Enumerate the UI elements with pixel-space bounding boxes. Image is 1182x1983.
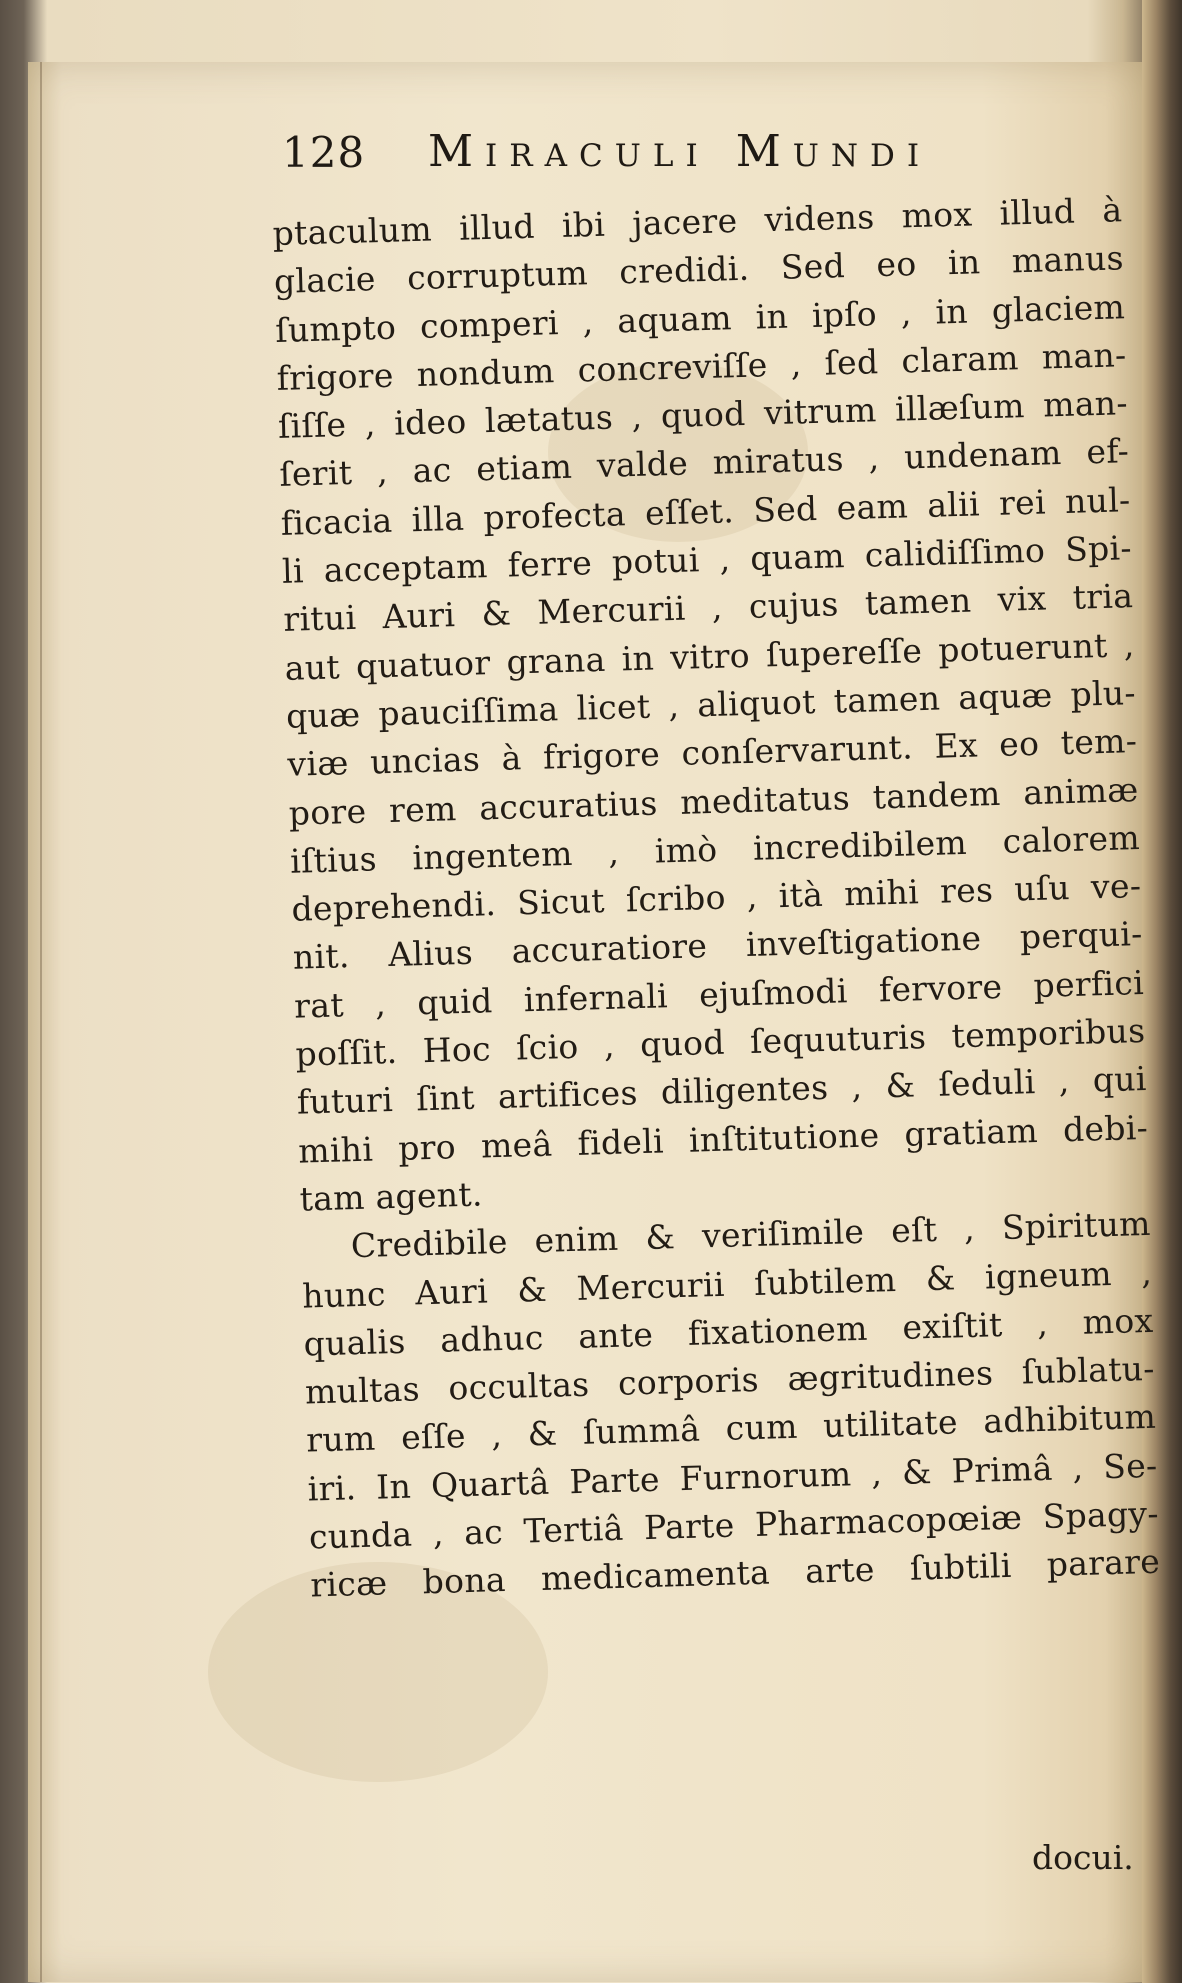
text-line: ritui Auri & Mercurii , cujus tamen vix tria [282, 576, 1134, 640]
text-line: quæ pauciſſima licet , aliquot tamen aquæ plu- [285, 673, 1137, 736]
text-line: cunda , ac Tertiâ Parte Pharmacopœiæ Spagy- [308, 1493, 1160, 1557]
text-line: multas occultas corporis ægritudines ſublatu- [304, 1348, 1156, 1412]
text-line: glacie corruptum credidi. Sed eo in manus [273, 238, 1125, 302]
book-gutter [1142, 0, 1182, 1983]
text-line: iri. In Quartâ Parte Furnorum , & Primâ , Se- [307, 1445, 1158, 1509]
text-line: aut quatuor grana in vitro ſupereſſe potuerunt , [284, 624, 1136, 688]
text-line: Credibile enim & veriſimile eſt , Spiritum [350, 1204, 1152, 1266]
text-line: hunc Auri & Mercurii ſubtilem & igneum , [301, 1252, 1153, 1316]
text-line: iſtius ingentem , imò incredibilem calorem [289, 817, 1141, 881]
text-line: ficacia illa profecta eſſet. Sed eam alii rei nul- [280, 479, 1131, 543]
text-line: ricæ bona medicamenta arte ſubtili parare [309, 1542, 1161, 1605]
text-line: nit. Alius accuratiore inveſtigatione perqui- [292, 914, 1144, 978]
text-line: ſumpto comperi , aquam in ipſo , in glaciem [274, 286, 1126, 350]
text-line: rum eſſe , & ſummâ cum utilitate adhibitum [305, 1397, 1157, 1460]
body-text [272, 186, 1161, 1610]
text-line: pore rem accuratius meditatus tandem animæ [288, 769, 1140, 833]
text-line: poſſit. Hoc ſcio , quod ſequuturis temporibus [295, 1010, 1146, 1074]
page-number: 128 [282, 128, 366, 177]
text-line: ſiſſe , ideo lætatus , quod vitrum illæſum man- [277, 383, 1129, 447]
text-line: mihi pro meâ fideli inſtitutione gratiam debi- [297, 1107, 1149, 1171]
text-line: qualis adhuc ante fixationem exiſtit , mox [303, 1300, 1154, 1364]
text-line: deprehendi. Sicut ſcribo , ità mihi res uſu ve- [290, 866, 1142, 929]
text-line: futuri ſint artifices diligentes , & ſeduli , qui [296, 1059, 1148, 1122]
text-line: ptaculum illud ibi jacere videns mox illud à [272, 190, 1123, 253]
running-head: Miraculi Mundi [428, 126, 932, 177]
text-line: ſerit , ac etiam valde miratus , undenam ef- [278, 431, 1130, 495]
page-edge [40, 62, 42, 1982]
catchword: docui. [1032, 1838, 1134, 1877]
text-line: tam agent. [299, 1174, 484, 1219]
text-line: frigore nondum concreviſſe , ſed claram man- [276, 335, 1127, 398]
text-line: li acceptam ferre potui , quam calidiſſimo Spi- [281, 528, 1133, 591]
text-line: rat , quid infernali ejuſmodi fervore perfici [293, 962, 1145, 1026]
text-line: viæ uncias à frigore conſervarunt. Ex eo tem- [286, 721, 1138, 785]
